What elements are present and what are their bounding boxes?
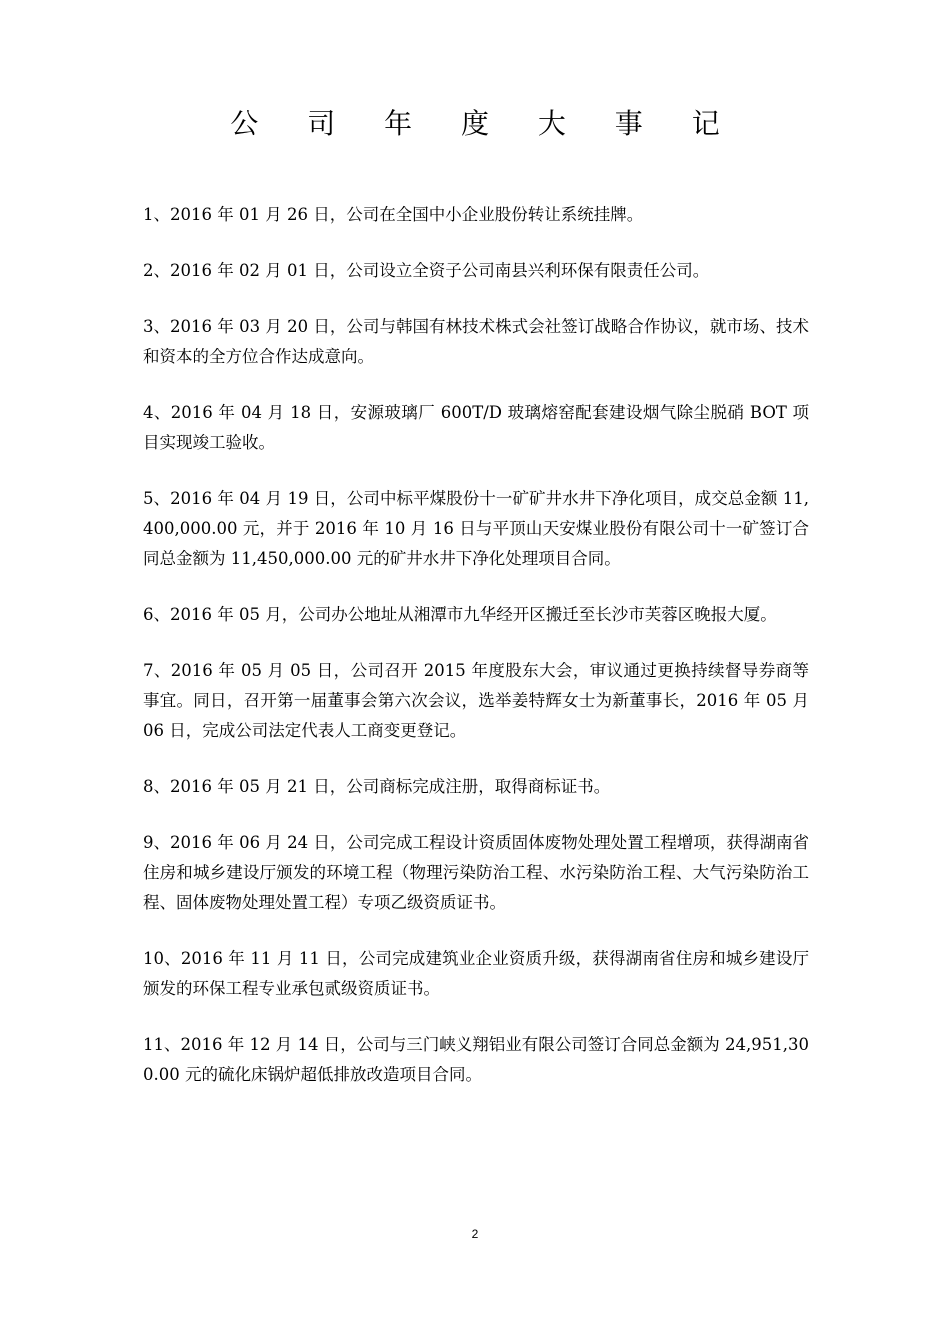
event-item: 4、2016 年 04 月 18 日，安源玻璃厂 600T/D 玻璃熔窑配套建设烟气除尘脱硝 BOT 项目实现竣工验收。 [143,403,809,452]
page-number: 2 [471,1227,479,1241]
event-item: 11、2016 年 12 月 14 日，公司与三门峡义翔铝业有限公司签订合同总金额为 24,951,300.00 元的硫化床锅炉超低排放改造项目合同。 [143,1035,809,1084]
event-item: 10、2016 年 11 月 11 日，公司完成建筑业企业资质升级，获得湖南省住房和城乡建设厅颁发的环保工程专业承包贰级资质证书。 [143,949,809,998]
event-item: 8、2016 年 05 月 21 日，公司商标完成注册，取得商标证书。 [143,777,611,796]
event-item: 6、2016 年 05 月，公司办公地址从湘潭市九华经开区搬迁至长沙市芙蓉区晚报大厦。 [143,605,777,624]
event-item: 7、2016 年 05 月 05 日，公司召开 2015 年度股东大会，审议通过更换持续督导券商等事宜。同日，召开第一届董事会第六次会议，选举姜特辉女士为新董事长，2016 年 05 月 06 日，完成公司法定代表人工商变更登记。 [143,661,809,740]
event-list [143,200,809,1116]
event-item: 5、2016 年 04 月 19 日，公司中标平煤股份十一矿矿井水井下净化项目，成交总金额 11,400,000.00 元，并于 2016 年 10 月 16 日与平顶山天安煤业股份有限公司十一矿签订合同总金额为 11,450,000.00 元的矿井水井下净化处理项目合同。 [143,489,809,568]
event-item: 2、2016 年 02 月 01 日，公司设立全资子公司南县兴利环保有限责任公司。 [143,261,710,280]
event-item: 9、2016 年 06 月 24 日，公司完成工程设计资质固体废物处理处置工程增项，获得湖南省住房和城乡建设厅颁发的环境工程（物理污染防治工程、水污染防治工程、大气污染防治工程、固体废物处理处置工程）专项乙级资质证书。 [143,833,809,912]
event-item: 1、2016 年 01 月 26 日，公司在全国中小企业股份转让系统挂牌。 [143,205,644,224]
event-item: 3、2016 年 03 月 20 日，公司与韩国有林技术株式会社签订战略合作协议，就市场、技术和资本的全方位合作达成意向。 [143,317,809,366]
page-title: 公 司 年 度 大 事 记 [230,107,740,140]
